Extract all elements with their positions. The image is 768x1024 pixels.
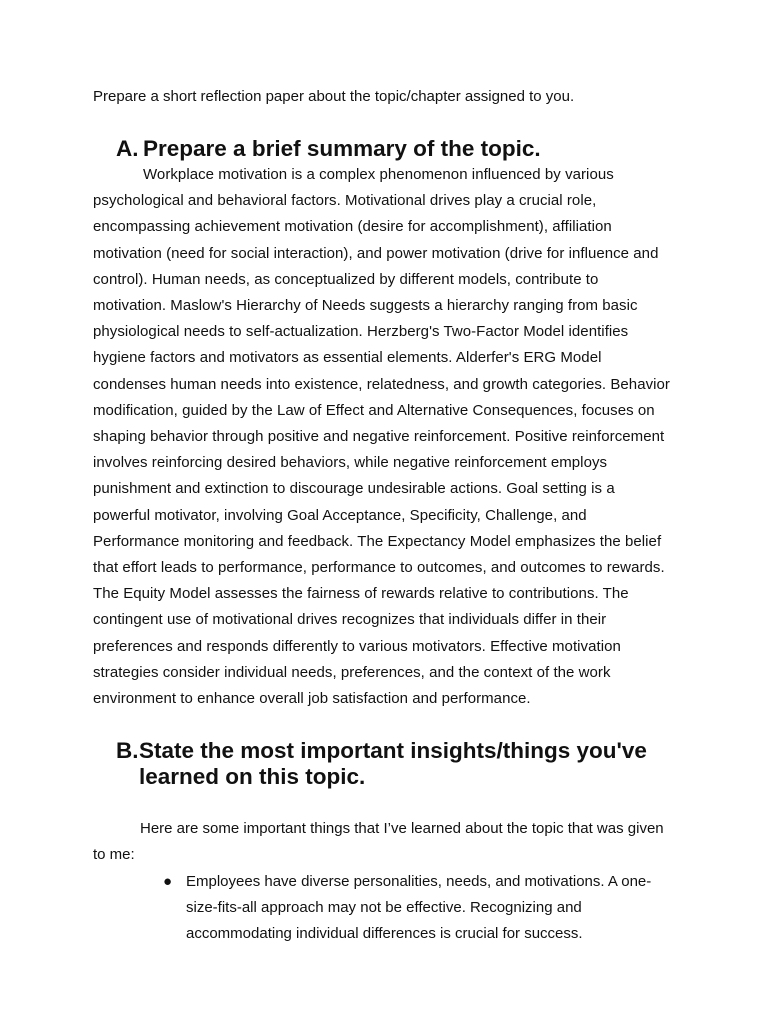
list-item (163, 869, 673, 948)
section-a-heading (93, 136, 673, 162)
section-a-summary: Workplace motivation is a complex phenomenon influenced by various psychological and behavioral factors. Motivational drives play a crucial role, encompassing achievement motivation (desire for accomplishment), affiliation motivation (need for social interaction), and power motivation (drive for influence and control). Human needs, as conceptualized by different models, contribute to motivation. Maslow's Hierarchy of Needs suggests a hierarchy ranging from basic physiological needs to self-actualization. Herzberg's Two-Factor Model identifies hygiene factors and motivators as essential elements. Alderfer's ERG Model condenses human needs into existence, relatedness, and growth categories. Behavior modification, guided by the Law of Effect and Alternative Consequences, focuses on shaping behavior through positive and negative reinforcement. Positive reinforcement involves reinforcing desired behaviors, while negative reinforcement employs punishment and extinction to discourage undesirable actions. Goal setting is a powerful motivator, involving Goal Acceptance, Specificity, Challenge, and Performance monitoring and feedback. The Expectancy Model emphasizes the belief that effort leads to performance, performance to outcomes, and outcomes to rewards. The Equity Model assesses the fairness of rewards relative to contributions. The contingent use of motivational drives recognizes that individuals differ in their preferences and responds differently to various motivators. Effective motivation strategies consider individual needs, preferences, and the context of the work environment to enhance overall job satisfaction and performance. (93, 166, 670, 708)
document-page (93, 84, 673, 947)
section-b-letter: B. (116, 738, 139, 764)
section-b-lead: Here are some important things that I’ve learned about the topic that was given to me: (93, 820, 664, 864)
bullet-icon: ● (163, 872, 173, 890)
intro-instruction: Prepare a short reflection paper about the topic/chapter assigned to you. (93, 88, 575, 105)
section-b-title: State the most important insights/things you've learned on this topic. (139, 738, 647, 790)
section-a-letter: A. (116, 136, 139, 161)
section-b-heading (93, 738, 673, 790)
insights-list (93, 869, 673, 948)
list-item-text: Employees have diverse personalities, needs, and motivations. A one-size-fits-all approach may not be effective. Recognizing and accommodating individual differences is crucial for success. (186, 872, 652, 943)
section-a-title: Prepare a brief summary of the topic. (143, 136, 541, 161)
